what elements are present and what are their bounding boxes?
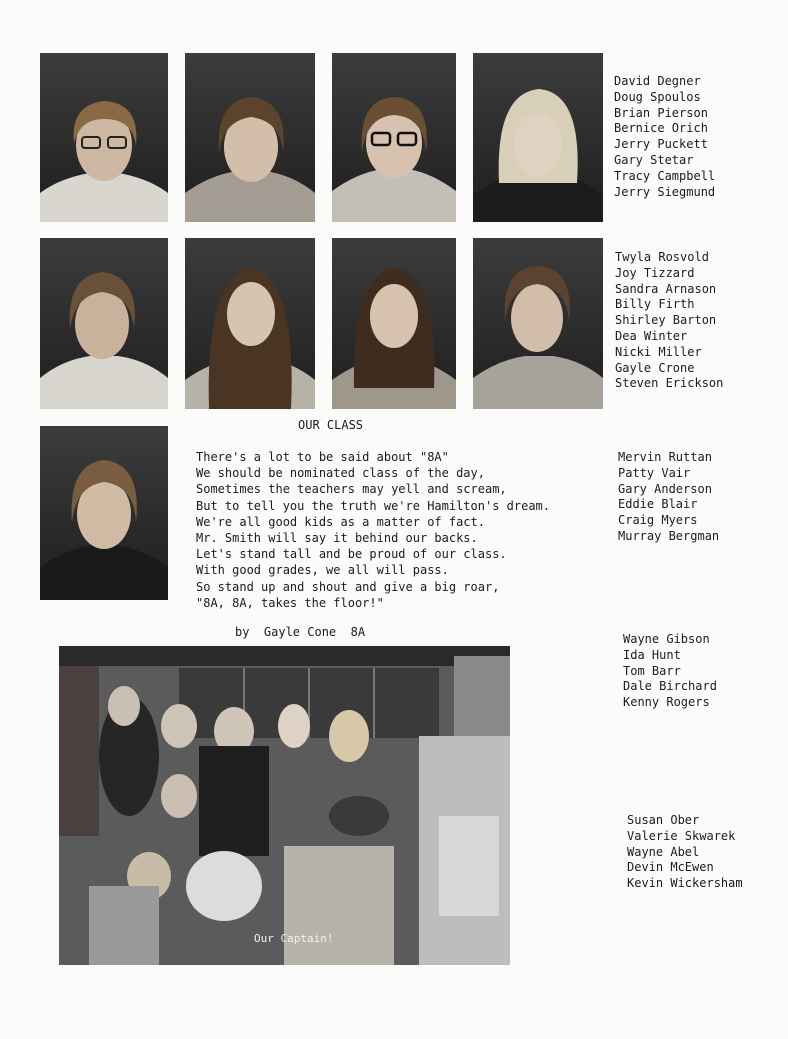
- poem-line: But to tell you the truth we're Hamilton's dream.: [196, 498, 551, 513]
- portrait-photo: [332, 53, 456, 222]
- student-name: Wayne Gibson: [623, 632, 710, 646]
- student-name: Twyla Rosvold: [615, 250, 709, 264]
- poem-line: "8A, 8A, takes the floor!": [196, 595, 384, 610]
- photo-caption: Our Captain!: [254, 932, 334, 945]
- name-list: [623, 632, 717, 711]
- student-name: Valerie Skwarek: [627, 828, 736, 843]
- poem-title: OUR CLASS: [298, 418, 364, 432]
- student-name: Tracy Campbell: [614, 168, 716, 183]
- student-name: Devin McEwen: [627, 860, 714, 875]
- poem-line: Mr. Smith will say it behind our backs.: [196, 531, 478, 546]
- student-name: Gary Anderson: [618, 481, 712, 496]
- poem-line: We're all good kids as a matter of fact.: [196, 514, 485, 529]
- name-list: [618, 450, 719, 545]
- student-name: Murray Bergman: [618, 528, 720, 543]
- portrait-photo: [473, 53, 603, 222]
- student-name: Jerry Puckett: [614, 137, 708, 152]
- student-name: Steven Erickson: [615, 376, 724, 391]
- poem-line: We should be nominated class of the day,: [196, 466, 485, 481]
- student-name: Bernice Orich: [614, 121, 708, 136]
- student-name: Jerry Siegmund: [614, 184, 716, 199]
- portrait-photo: [332, 238, 456, 409]
- name-list: [615, 250, 723, 392]
- name-list: [627, 813, 743, 892]
- student-name: Sandra Arnason: [615, 281, 717, 296]
- portrait-photo: [40, 53, 168, 222]
- poem-line: Let's stand tall and be proud of our class.: [196, 547, 507, 562]
- student-name: Shirley Barton: [615, 313, 717, 328]
- student-name: Nicki Miller: [615, 344, 702, 359]
- name-list: [614, 74, 715, 200]
- poem-line: There's a lot to be said about "8A": [196, 450, 449, 464]
- student-name: Kenny Rogers: [623, 695, 710, 710]
- student-name: Brian Pierson: [614, 105, 708, 120]
- portrait-photo: [40, 426, 168, 600]
- student-name: Kevin Wickersham: [627, 876, 743, 891]
- student-name: Mervin Ruttan: [618, 450, 712, 464]
- student-name: Gayle Crone: [615, 360, 695, 375]
- student-name: Doug Spoulos: [614, 89, 701, 104]
- student-name: Gary Stetar: [614, 152, 694, 167]
- portrait-photo: [40, 238, 168, 409]
- class-group-photo: [59, 646, 510, 965]
- portrait-photo: [185, 238, 315, 409]
- poem-line: With good grades, we all will pass.: [196, 563, 449, 578]
- poem-line: Sometimes the teachers may yell and scream,: [196, 482, 507, 497]
- poem-body: [196, 449, 550, 611]
- student-name: Patty Vair: [618, 465, 691, 480]
- poem-byline: by Gayle Cone 8A: [235, 625, 366, 639]
- portrait-photo: [473, 238, 603, 409]
- student-name: Dale Birchard: [623, 679, 717, 694]
- student-name: Eddie Blair: [618, 497, 698, 512]
- student-name: Craig Myers: [618, 513, 698, 528]
- student-name: Tom Barr: [623, 663, 681, 678]
- student-name: Ida Hunt: [623, 647, 681, 662]
- student-name: David Degner: [614, 74, 701, 88]
- student-name: Billy Firth: [615, 297, 695, 312]
- student-name: Wayne Abel: [627, 844, 700, 859]
- student-name: Susan Ober: [627, 813, 700, 827]
- poem-line: So stand up and shout and give a big roar,: [196, 579, 500, 594]
- student-name: Joy Tizzard: [615, 265, 695, 280]
- portrait-photo: [185, 53, 315, 222]
- student-name: Dea Winter: [615, 328, 688, 343]
